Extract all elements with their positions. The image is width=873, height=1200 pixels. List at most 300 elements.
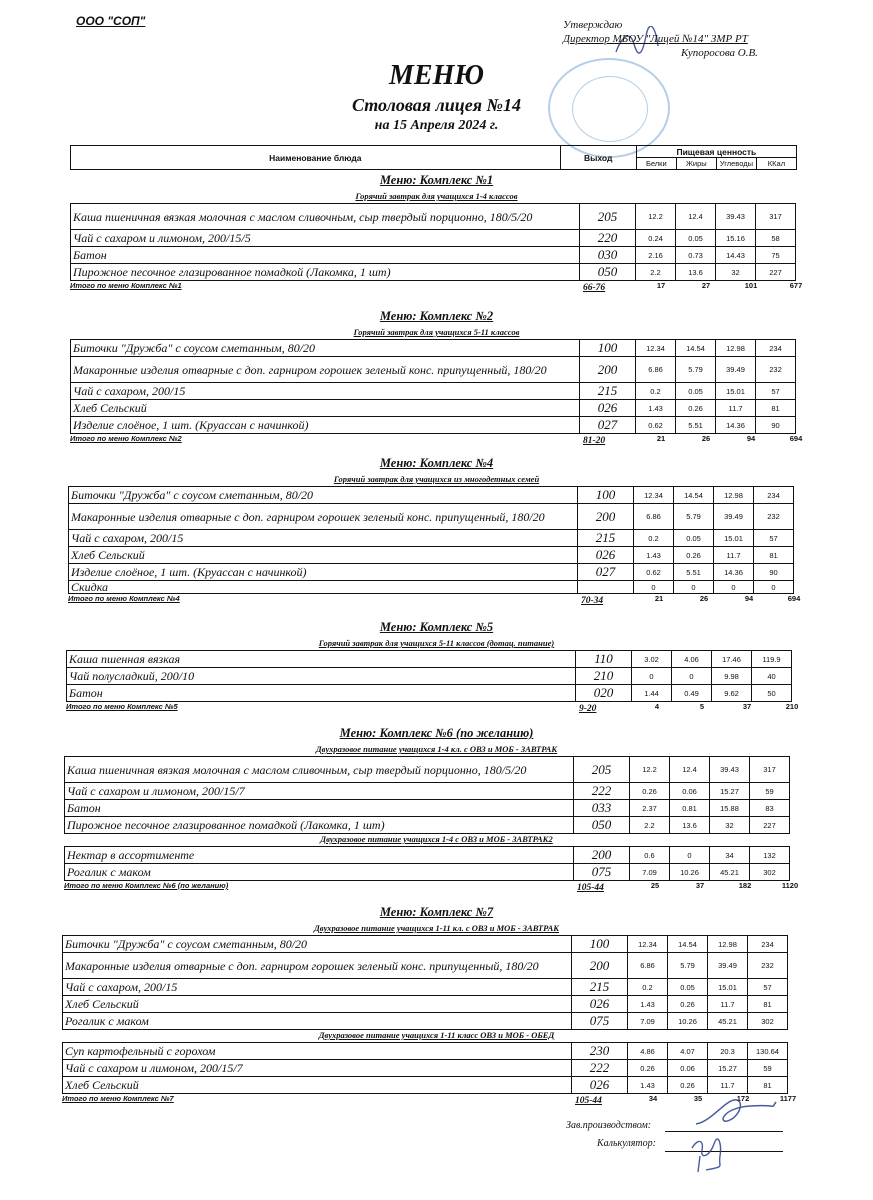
dish-kcal: 232: [754, 504, 794, 530]
total-output: 105-44: [575, 1096, 602, 1106]
dish-carbs: 15.27: [708, 1060, 748, 1077]
menu-section: [0, 309, 873, 448]
table-row: [71, 417, 796, 434]
dish-protein: 12.2: [630, 757, 670, 783]
dish-protein: 4.86: [628, 1043, 668, 1060]
total-value: 694: [789, 434, 803, 443]
total-value: 5: [699, 702, 705, 711]
dish-name: Скидка: [69, 581, 578, 594]
dish-carbs: 39.49: [708, 953, 748, 979]
dish-kcal: 59: [750, 783, 790, 800]
table-row: [67, 668, 792, 685]
dish-name: Рогалик с маком: [63, 1013, 572, 1030]
dish-protein: 2.2: [630, 817, 670, 834]
dish-name: Макаронные изделия отварные с доп. гарниром горошек зеленый конс. припущенный, 180/20: [69, 504, 578, 530]
dish-protein: 6.86: [634, 504, 674, 530]
table-row: [71, 247, 796, 264]
dish-protein: 7.09: [628, 1013, 668, 1030]
total-output: 81-20: [583, 436, 606, 446]
total-value: 4: [654, 702, 660, 711]
dish-table: [62, 935, 788, 1030]
dish-output: 200: [572, 953, 628, 979]
menu-date: на 15 Апреля 2024 г.: [374, 118, 499, 133]
dish-protein: 0.62: [636, 417, 676, 434]
table-row: [69, 564, 794, 581]
header-output: Выход: [560, 146, 636, 170]
menu-section: [0, 173, 873, 295]
group-subtitle: Горячий завтрак для учащихся 5-11 классов: [353, 327, 520, 337]
dish-output: 100: [572, 936, 628, 953]
dish-kcal: 302: [748, 1013, 788, 1030]
dish-kcal: 50: [752, 685, 792, 702]
dish-protein: 0.2: [634, 530, 674, 547]
group-subtitle: Горячий завтрак для учащихся 5-11 классов (дотац. питание): [318, 638, 555, 648]
dish-protein: 1.44: [632, 685, 672, 702]
total-value: 677: [789, 281, 803, 290]
dish-name: Хлеб Сельский: [71, 400, 580, 417]
dish-fat: 0: [674, 581, 714, 594]
table-row: [65, 847, 790, 864]
dish-fat: 5.51: [676, 417, 716, 434]
dish-fat: 4.07: [668, 1043, 708, 1060]
table-row: [65, 800, 790, 817]
group-subtitle: Горячий завтрак для учащихся 1-4 классов: [355, 191, 518, 201]
dish-fat: 5.51: [674, 564, 714, 581]
dish-carbs: 11.7: [716, 400, 756, 417]
dish-protein: 2.2: [636, 264, 676, 281]
dish-fat: 10.26: [670, 864, 710, 881]
dish-table: [64, 846, 790, 881]
dish-fat: 5.79: [674, 504, 714, 530]
dish-output: 020: [576, 685, 632, 702]
total-value: 1177: [779, 1094, 797, 1103]
dish-protein: 0.62: [634, 564, 674, 581]
dish-kcal: 302: [750, 864, 790, 881]
dish-name: Нектар в ассортименте: [65, 847, 574, 864]
dish-kcal: 232: [756, 357, 796, 383]
section-total: [0, 881, 873, 895]
dish-fat: 0: [672, 668, 712, 685]
total-label: Итого по меню Комплекс №4: [68, 594, 180, 603]
dish-protein: 7.09: [630, 864, 670, 881]
page-title: МЕНЮ: [389, 60, 484, 91]
section-total: [0, 434, 873, 448]
dish-table: [70, 339, 796, 434]
table-row: [71, 383, 796, 400]
table-row: [63, 979, 788, 996]
dish-protein: 2.16: [636, 247, 676, 264]
dish-carbs: 11.7: [708, 1077, 748, 1094]
dish-fat: 5.79: [676, 357, 716, 383]
dish-kcal: 119.9: [752, 651, 792, 668]
total-value: 26: [701, 434, 711, 443]
approve-director: Директор МБОУ "Лицей №14" ЗМР РТ: [563, 33, 748, 45]
dish-fat: 14.54: [676, 340, 716, 357]
table-row: [65, 757, 790, 783]
table-row: [63, 1060, 788, 1077]
dish-protein: 1.43: [634, 547, 674, 564]
total-label: Итого по меню Комплекс №2: [70, 434, 182, 443]
dish-name: Изделие слоёное, 1 шт. (Круассан с начинкой): [69, 564, 578, 581]
dish-carbs: 12.98: [716, 340, 756, 357]
table-row: [63, 936, 788, 953]
dish-name: Биточки "Дружба" с соусом сметанным, 80/20: [71, 340, 580, 357]
header-kcal: ККал: [756, 158, 796, 170]
section-total: [0, 702, 873, 716]
dish-output: 100: [578, 487, 634, 504]
dish-protein: 1.43: [628, 1077, 668, 1094]
table-row: [69, 581, 794, 594]
total-value: 101: [744, 281, 758, 290]
dish-kcal: 83: [750, 800, 790, 817]
total-value: 694: [787, 594, 801, 603]
dish-protein: 12.34: [634, 487, 674, 504]
dish-protein: 0: [632, 668, 672, 685]
footer-calculator-label: Калькулятор:: [597, 1138, 656, 1149]
group-subtitle: Двухразовое питание учащихся 1-4 с ОВЗ и МОБ - ЗАВТРАК2: [320, 834, 553, 844]
table-row: [65, 864, 790, 881]
table-row: [69, 547, 794, 564]
total-value: 21: [656, 434, 666, 443]
dish-output: 230: [572, 1043, 628, 1060]
dish-fat: 4.06: [672, 651, 712, 668]
dish-name: Каша пшеничная вязкая молочная с маслом сливочным, сыр твердый порционно, 180/5/20: [71, 204, 580, 230]
page-subtitle: Столовая лицея №14: [352, 95, 521, 115]
dish-output: 220: [580, 230, 636, 247]
dish-carbs: 15.01: [716, 383, 756, 400]
dish-carbs: 14.36: [716, 417, 756, 434]
column-header-table: [70, 145, 797, 170]
dish-kcal: 130.64: [748, 1043, 788, 1060]
dish-output: 200: [580, 357, 636, 383]
total-label: Итого по меню Комплекс №6 (по желанию): [64, 881, 229, 890]
table-row: [71, 264, 796, 281]
dish-output: 026: [580, 400, 636, 417]
dish-carbs: 39.49: [714, 504, 754, 530]
menu-section: [0, 726, 873, 895]
dish-carbs: 32: [710, 817, 750, 834]
dish-carbs: 32: [716, 264, 756, 281]
table-row: [67, 651, 792, 668]
dish-protein: 6.86: [636, 357, 676, 383]
dish-fat: 14.54: [668, 936, 708, 953]
table-row: [63, 953, 788, 979]
dish-carbs: 0: [714, 581, 754, 594]
dish-kcal: 90: [756, 417, 796, 434]
dish-protein: 12.34: [636, 340, 676, 357]
dish-output: 205: [574, 757, 630, 783]
dish-name: Пирожное песочное глазированное помадкой (Лакомка, 1 шт): [71, 264, 580, 281]
dish-output: 075: [574, 864, 630, 881]
section-title: Меню: Комплекс №4: [379, 456, 494, 470]
dish-carbs: 45.21: [710, 864, 750, 881]
dish-output: 215: [578, 530, 634, 547]
dish-name: Рогалик с маком: [65, 864, 574, 881]
dish-protein: 0.24: [636, 230, 676, 247]
dish-output: [578, 581, 634, 594]
dish-carbs: 15.88: [710, 800, 750, 817]
header-fat: Жиры: [676, 158, 716, 170]
dish-fat: 0.26: [668, 1077, 708, 1094]
dish-name: Батон: [71, 247, 580, 264]
table-row: [71, 357, 796, 383]
dish-name: Каша пшенная вязкая: [67, 651, 576, 668]
dish-name: Чай с сахаром, 200/15: [71, 383, 580, 400]
dish-fat: 13.6: [676, 264, 716, 281]
dish-name: Суп картофельный с горохом: [63, 1043, 572, 1060]
approve-line: Утверждаю: [563, 19, 623, 31]
dish-output: 027: [580, 417, 636, 434]
dish-fat: 12.4: [676, 204, 716, 230]
dish-kcal: 57: [756, 383, 796, 400]
dish-name: Хлеб Сельский: [63, 1077, 572, 1094]
dish-fat: 0.05: [676, 230, 716, 247]
total-value: 37: [695, 881, 705, 890]
table-row: [71, 340, 796, 357]
dish-table: [64, 756, 790, 834]
dish-output: 200: [574, 847, 630, 864]
dish-protein: 0.2: [628, 979, 668, 996]
dish-name: Чай с сахаром, 200/15: [63, 979, 572, 996]
dish-output: 050: [580, 264, 636, 281]
group-subtitle: Двухразовое питание учащихся 1-11 класс ОВЗ и МОБ - ОБЕД: [318, 1030, 555, 1040]
dish-output: 033: [574, 800, 630, 817]
dish-name: Чай с сахаром, 200/15: [69, 530, 578, 547]
section-title: Меню: Комплекс №1: [379, 173, 494, 187]
dish-carbs: 11.7: [708, 996, 748, 1013]
dish-carbs: 9.98: [712, 668, 752, 685]
dish-protein: 12.2: [636, 204, 676, 230]
section-title: Меню: Комплекс №5: [379, 620, 494, 634]
dish-name: Чай полусладкий, 200/10: [67, 668, 576, 685]
dish-kcal: 317: [750, 757, 790, 783]
dish-name: Макаронные изделия отварные с доп. гарниром горошек зеленый конс. припущенный, 180/20: [71, 357, 580, 383]
dish-name: Хлеб Сельский: [69, 547, 578, 564]
dish-carbs: 15.27: [710, 783, 750, 800]
dish-kcal: 75: [756, 247, 796, 264]
approve-name: Купоросова О.В.: [681, 47, 758, 59]
dish-protein: 0.2: [636, 383, 676, 400]
dish-name: Изделие слоёное, 1 шт. (Круассан с начинкой): [71, 417, 580, 434]
dish-protein: 0.26: [628, 1060, 668, 1077]
table-row: [69, 530, 794, 547]
dish-output: 026: [578, 547, 634, 564]
group-subtitle: Двухразовое питание учащихся 1-11 кл. с ОВЗ и МОБ - ЗАВТРАК: [313, 923, 560, 933]
dish-output: 222: [574, 783, 630, 800]
dish-kcal: 57: [748, 979, 788, 996]
section-title: Меню: Комплекс №6 (по желанию): [339, 726, 534, 740]
section-title: Меню: Комплекс №2: [379, 309, 494, 323]
header-carbs: Углеводы: [716, 158, 756, 170]
total-value: 182: [738, 881, 752, 890]
dish-protein: 12.34: [628, 936, 668, 953]
dish-output: 205: [580, 204, 636, 230]
dish-output: 027: [578, 564, 634, 581]
dish-carbs: 15.01: [714, 530, 754, 547]
dish-kcal: 227: [750, 817, 790, 834]
dish-output: 200: [578, 504, 634, 530]
dish-kcal: 58: [756, 230, 796, 247]
dish-fat: 0.05: [676, 383, 716, 400]
table-row: [63, 996, 788, 1013]
total-label: Итого по меню Комплекс №1: [70, 281, 182, 290]
total-value: 94: [746, 434, 756, 443]
dish-protein: 6.86: [628, 953, 668, 979]
dish-fat: 0.05: [674, 530, 714, 547]
dish-name: Батон: [65, 800, 574, 817]
dish-kcal: 81: [756, 400, 796, 417]
dish-protein: 0: [634, 581, 674, 594]
dish-fat: 0.06: [670, 783, 710, 800]
dish-kcal: 81: [754, 547, 794, 564]
dish-kcal: 234: [748, 936, 788, 953]
table-row: [63, 1043, 788, 1060]
total-value: 21: [654, 594, 664, 603]
dish-output: 215: [580, 383, 636, 400]
table-row: [71, 230, 796, 247]
dish-fat: 0.49: [672, 685, 712, 702]
dish-carbs: 34: [710, 847, 750, 864]
dish-carbs: 39.49: [716, 357, 756, 383]
dish-fat: 0.26: [676, 400, 716, 417]
dish-protein: 1.43: [636, 400, 676, 417]
dish-carbs: 12.98: [714, 487, 754, 504]
table-row: [71, 204, 796, 230]
table-row: [67, 685, 792, 702]
dish-carbs: 14.36: [714, 564, 754, 581]
dish-fat: 14.54: [674, 487, 714, 504]
total-value: 94: [744, 594, 754, 603]
dish-kcal: 234: [756, 340, 796, 357]
dish-fat: 0.73: [676, 247, 716, 264]
dish-kcal: 81: [748, 1077, 788, 1094]
dish-name: Чай с сахаром и лимоном, 200/15/7: [63, 1060, 572, 1077]
dish-kcal: 81: [748, 996, 788, 1013]
dish-output: 075: [572, 1013, 628, 1030]
dish-fat: 0.26: [668, 996, 708, 1013]
approval-block: [563, 18, 803, 60]
total-output: 105-44: [577, 883, 604, 893]
dish-fat: 0.26: [674, 547, 714, 564]
dish-protein: 0.26: [630, 783, 670, 800]
dish-name: Макаронные изделия отварные с доп. гарниром горошек зеленый конс. припущенный, 180/20: [63, 953, 572, 979]
dish-output: 100: [580, 340, 636, 357]
dish-carbs: 9.62: [712, 685, 752, 702]
dish-fat: 0.06: [668, 1060, 708, 1077]
dish-output: 030: [580, 247, 636, 264]
dish-protein: 2.37: [630, 800, 670, 817]
dish-output: 222: [572, 1060, 628, 1077]
dish-kcal: 0: [754, 581, 794, 594]
dish-protein: 1.43: [628, 996, 668, 1013]
group-subtitle: Двухразовое питание учащихся 1-4 кл. с ОВЗ и МОБ - ЗАВТРАК: [315, 744, 558, 754]
dish-output: 210: [576, 668, 632, 685]
dish-name: Каша пшеничная вязкая молочная с маслом сливочным, сыр твердый порционно, 180/5/20: [65, 757, 574, 783]
dish-fat: 0.81: [670, 800, 710, 817]
dish-kcal: 232: [748, 953, 788, 979]
dish-table: [62, 1042, 788, 1094]
table-row: [69, 504, 794, 530]
table-row: [63, 1013, 788, 1030]
dish-name: Хлеб Сельский: [63, 996, 572, 1013]
total-value: 17: [656, 281, 666, 290]
dish-carbs: 20.3: [708, 1043, 748, 1060]
dish-carbs: 11.7: [714, 547, 754, 564]
footer-production-label: Зав.производством:: [566, 1120, 652, 1131]
dish-kcal: 317: [756, 204, 796, 230]
total-label: Итого по меню Комплекс №5: [66, 702, 178, 711]
dish-table: [66, 650, 792, 702]
header-nutrition: Пищевая ценность: [636, 146, 796, 158]
total-output: 70-34: [581, 596, 604, 606]
dish-name: Батон: [67, 685, 576, 702]
dish-name: Биточки "Дружба" с соусом сметанным, 80/20: [69, 487, 578, 504]
dish-output: 026: [572, 996, 628, 1013]
dish-protein: 3.02: [632, 651, 672, 668]
total-value: 26: [699, 594, 709, 603]
total-value: 25: [650, 881, 660, 890]
menu-section: [0, 620, 873, 716]
dish-carbs: 15.01: [708, 979, 748, 996]
total-label: Итого по меню Комплекс №7: [62, 1094, 174, 1103]
dish-carbs: 39.43: [710, 757, 750, 783]
dish-kcal: 40: [752, 668, 792, 685]
dish-carbs: 39.43: [716, 204, 756, 230]
section-title: Меню: Комплекс №7: [379, 905, 494, 919]
table-row: [71, 400, 796, 417]
table-row: [63, 1077, 788, 1094]
table-row: [65, 783, 790, 800]
menu-section: [0, 905, 873, 1108]
dish-table: [70, 203, 796, 281]
table-row: [65, 817, 790, 834]
organization-name: ООО "СОП": [76, 14, 146, 28]
dish-output: 110: [576, 651, 632, 668]
dish-kcal: 132: [750, 847, 790, 864]
dish-fat: 13.6: [670, 817, 710, 834]
total-value: 27: [701, 281, 711, 290]
section-total: [0, 594, 873, 608]
dish-kcal: 59: [748, 1060, 788, 1077]
total-value: 172: [736, 1094, 750, 1103]
dish-carbs: 12.98: [708, 936, 748, 953]
dish-fat: 10.26: [668, 1013, 708, 1030]
calculator-signature: [682, 1126, 742, 1174]
total-value: 35: [693, 1094, 703, 1103]
total-value: 37: [742, 702, 752, 711]
total-value: 34: [648, 1094, 658, 1103]
header-protein: Белки: [636, 158, 676, 170]
dish-kcal: 234: [754, 487, 794, 504]
dish-fat: 12.4: [670, 757, 710, 783]
header-dish-name: Наименование блюда: [71, 146, 561, 170]
dish-carbs: 14.43: [716, 247, 756, 264]
dish-carbs: 45.21: [708, 1013, 748, 1030]
total-value: 1120: [781, 881, 799, 890]
dish-name: Пирожное песочное глазированное помадкой (Лакомка, 1 шт): [65, 817, 574, 834]
dish-name: Биточки "Дружба" с соусом сметанным, 80/20: [63, 936, 572, 953]
dish-name: Чай с сахаром и лимоном, 200/15/7: [65, 783, 574, 800]
dish-fat: 5.79: [668, 953, 708, 979]
section-total: [0, 281, 873, 295]
total-value: 210: [785, 702, 799, 711]
table-row: [69, 487, 794, 504]
dish-name: Чай с сахаром и лимоном, 200/15/5: [71, 230, 580, 247]
total-output: 66-76: [583, 283, 606, 293]
group-subtitle: Горячий завтрак для учащихся из многодетных семей: [333, 474, 540, 484]
dish-carbs: 15.16: [716, 230, 756, 247]
dish-kcal: 227: [756, 264, 796, 281]
